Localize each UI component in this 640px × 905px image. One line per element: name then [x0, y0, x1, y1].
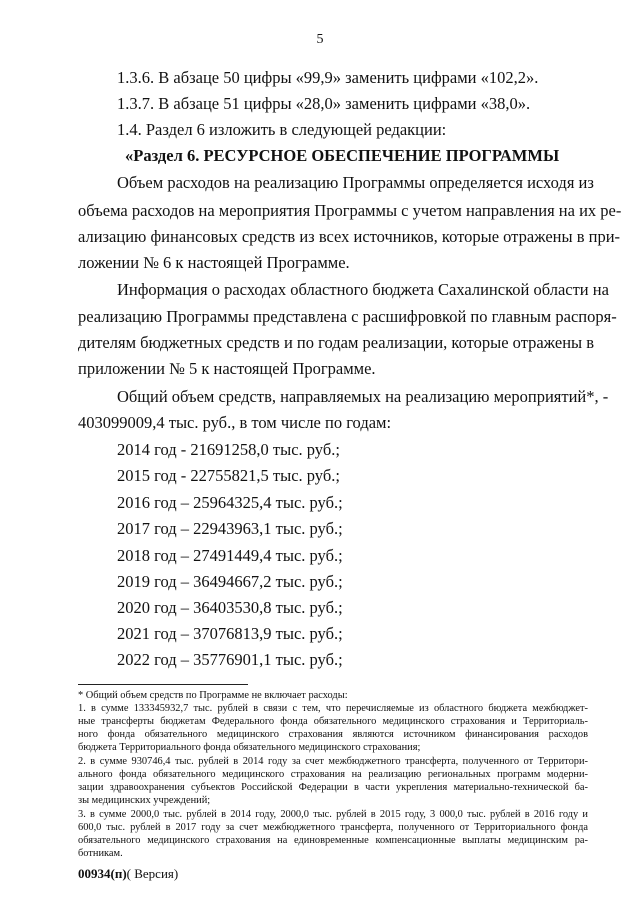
paragraph-1-line-4: ложении № 6 к настоящей Программе.	[78, 253, 350, 272]
footnote-line: ные трансферты бюджетам Федерального фонда обязательного медицинского страхования и Территориаль-	[78, 716, 588, 727]
document-version: ( Версия)	[126, 866, 179, 881]
footnote-line: зы медицинских учреждений;	[78, 795, 211, 806]
paragraph-1-line-3: ализацию финансовых средств из всех источников, которые отражены в при-	[78, 227, 621, 246]
item-1-3-6: 1.3.6. В абзаце 50 цифры «99,9» заменить цифрами «102,2».	[117, 68, 539, 87]
footnote-title: * Общий объем средств по Программе не включает расходы:	[78, 690, 348, 701]
paragraph-1-line-1: Объем расходов на реализацию Программы определяется исходя из	[117, 173, 594, 192]
footnote-line: бюджета Территориального фонда обязательного медицинского страхования;	[78, 742, 421, 753]
paragraph-3-line-2: 403099009,4 тыс. руб., в том числе по годам:	[78, 413, 392, 432]
paragraph-2-line-1: Информация о расходах областного бюджета Сахалинской области на	[117, 280, 609, 299]
year-line: 2016 год – 25964325,4 тыс. руб.;	[117, 493, 343, 512]
footnote-line: ботникам.	[78, 848, 123, 859]
year-line: 2014 год - 21691258,0 тыс. руб.;	[117, 440, 340, 459]
footnote-line: 1. в сумме 133345932,7 тыс. рублей в связи с тем, что перечисляемые из областного бюджета межбюджет-	[78, 703, 588, 714]
year-line: 2019 год – 36494667,2 тыс. руб.;	[117, 572, 343, 591]
document-code	[78, 866, 178, 882]
page-number: 5	[316, 32, 324, 47]
document-code-number: 00934(п)	[78, 866, 127, 881]
year-line: 2015 год - 22755821,5 тыс. руб.;	[117, 466, 340, 485]
paragraph-2-line-2: реализацию Программы представлена с расшифровкой по главным распоря-	[78, 307, 617, 326]
section-heading: «Раздел 6. РЕСУРСНОЕ ОБЕСПЕЧЕНИЕ ПРОГРАММЫ	[125, 146, 560, 165]
footnote-line: 2. в сумме 930746,4 тыс. рублей в 2014 году за счет межбюджетного трансферта, полученного от Территори-	[78, 756, 588, 767]
paragraph-1-line-2: объема расходов на мероприятия Программы с учетом направления на их ре-	[78, 201, 622, 220]
footnote-line: ального фонда обязательного медицинского страхования на реализацию региональных программ модерни-	[78, 769, 588, 780]
footnote-line: ного фонда обязательного медицинского страхования являются источником финансирования расходов	[78, 729, 588, 740]
footnote-line: 600,0 тыс. рублей в 2017 году за счет межбюджетного трансферта, полученного от Территориального фонда	[78, 822, 588, 833]
item-1-3-7: 1.3.7. В абзаце 51 цифры «28,0» заменить цифрами «38,0».	[117, 94, 531, 113]
item-1-4: 1.4. Раздел 6 изложить в следующей редакции:	[117, 120, 447, 139]
paragraph-3-line-1: Общий объем средств, направляемых на реализацию мероприятий*, -	[117, 387, 609, 406]
year-line: 2022 год – 35776901,1 тыс. руб.;	[117, 650, 343, 669]
year-line: 2018 год – 27491449,4 тыс. руб.;	[117, 546, 343, 565]
year-line: 2021 год – 37076813,9 тыс. руб.;	[117, 624, 343, 643]
footnote-line: 3. в сумме 2000,0 тыс. рублей в 2014 году, 2000,0 тыс. рублей в 2015 году, 3 000,0 тыс. рублей в 2016 году и	[78, 809, 588, 820]
footnote-line: обязательного медицинского страхования на единовременные компенсационные выплаты медицинским ра-	[78, 835, 588, 846]
year-line: 2017 год – 22943963,1 тыс. руб.;	[117, 519, 343, 538]
footnote-separator	[78, 684, 248, 685]
paragraph-2-line-4: приложении № 5 к настоящей Программе.	[78, 359, 376, 378]
footnote-line: зации здравоохранения субъектов Российской Федерации в части укрепления материально-технической ба-	[78, 782, 588, 793]
year-line: 2020 год – 36403530,8 тыс. руб.;	[117, 598, 343, 617]
paragraph-2-line-3: дителям бюджетных средств и по годам реализации, которые отражены в	[78, 333, 595, 352]
